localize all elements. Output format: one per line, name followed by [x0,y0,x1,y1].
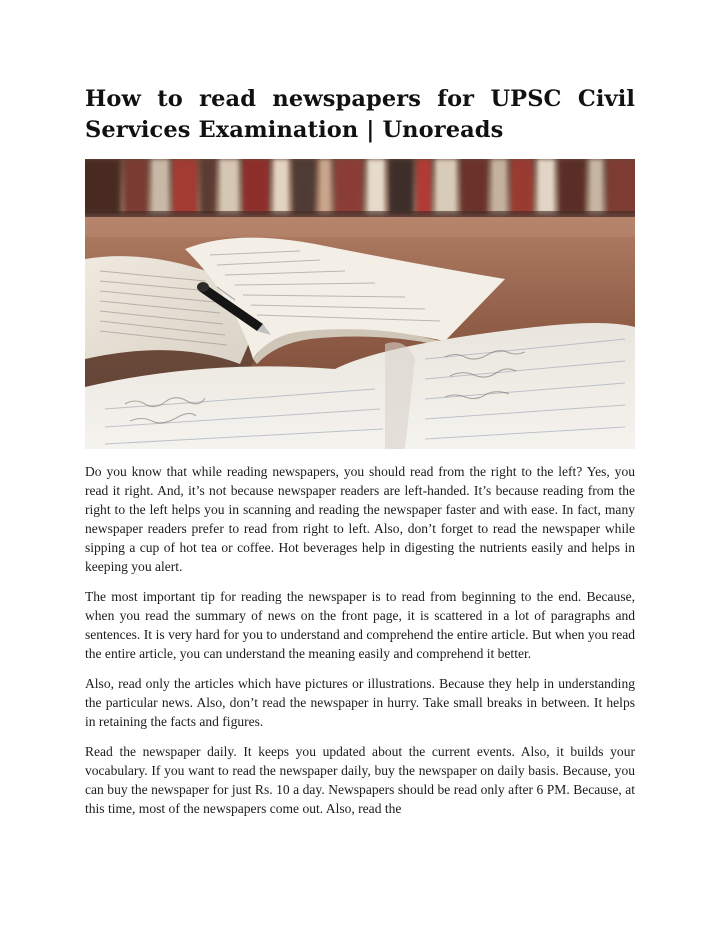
article-hero-image [85,159,635,449]
article-paragraph: The most important tip for reading the newspaper is to read from beginning to the end. Because, when you read the summary of news on the front page, it is scattered in a lot of paragraphs and sentences. It is very hard for you to understand and comprehend the entire article. But when you read the entire article, you can understand the meaning easily and comprehend it better. [85,589,635,661]
article-paragraph: Read the newspaper daily. It keeps you updated about the current events. Also, it builds your vocabulary. If you want to read the newspaper daily, buy the newspaper on daily basis. Because, you can buy the newspaper for just Rs. 10 a day. Newspapers should be read only after 6 PM. Because, at this time, most of the newspapers come out. Also, read the [85,744,635,816]
article-paragraph: Also, read only the articles which have pictures or illustrations. Because they help in understanding the particular news. Also, don’t read the newspaper in hurry. Take small breaks in between. It helps in retaining the facts and figures. [85,676,635,729]
article-title: How to read newspapers for UPSC Civil Services Examination | Unoreads [85,86,635,143]
article-paragraph: Do you know that while reading newspapers, you should read from the right to the left? Yes, you read it right. And, it’s not because newspaper readers are left-handed. It’s because reading from the right to the left helps you in scanning and reading the newspaper faster and with ease. In fact, many newspaper readers prefer to read from right to left. Also, don’t forget to read the newspaper while sipping a cup of hot tea or coffee. Hot beverages help in digesting the nutrients easily and helps in keeping you alert. [85,464,635,574]
article-body [85,462,635,829]
